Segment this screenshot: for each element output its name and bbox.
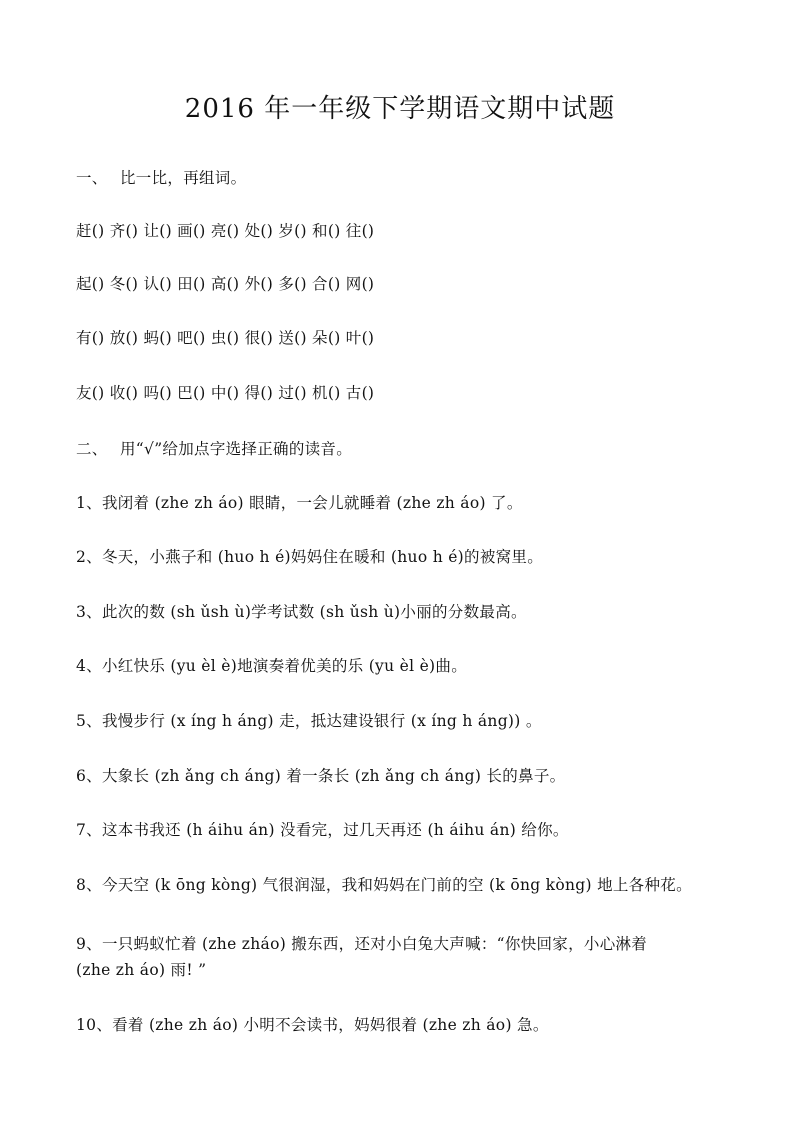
word-row-3: 有() 放() 蚂() 吧() 虫() 很() 送() 朵() 叶() (76, 329, 375, 347)
question-9-line-2: (zhe zh áo) 雨! ” (76, 961, 207, 979)
question-9-line-1: 9、一只蚂蚁忙着 (zhe zháo) 搬东西，还对小白兔大声喊：“你快回家，小心淋着 (76, 935, 648, 953)
word-row-4: 友() 收() 吗() 巴() 中() 得() 过() 机() 古() (76, 384, 375, 402)
section-2-number: 二、 (76, 440, 108, 458)
page-title: 2016 年一年级下学期语文期中试题 (184, 94, 616, 124)
question-3: 3、此次的数 (sh ǔsh ù)学考试数 (sh ǔsh ù)小丽的分数最高。 (76, 603, 527, 621)
question-6: 6、大象长 (zh ǎng ch áng) 着一条长 (zh ǎng ch áng) 长的鼻子。 (76, 767, 566, 785)
section-1-number: 一、 (76, 169, 108, 187)
question-8: 8、今天空 (k ōng kòng) 气很润湿，我和妈妈在门前的空 (k ōng kòng) 地上各种花。 (76, 876, 692, 894)
word-row-2: 起() 冬() 认() 田() 高() 外() 多() 合() 网() (76, 275, 375, 293)
question-1: 1、我闭着 (zhe zh áo) 眼睛，一会儿就睡着 (zhe zh áo) 了。 (76, 494, 523, 512)
question-7: 7、这本书我还 (h áihu án) 没看完，过几天再还 (h áihu án) 给你。 (76, 821, 569, 839)
section-2-heading (76, 437, 776, 459)
word-row-1: 赶() 齐() 让() 画() 亮() 处() 岁() 和() 往() (76, 222, 375, 240)
question-10: 10、看着 (zhe zh áo) 小明不会读书，妈妈很着 (zhe zh áo) 急。 (76, 1016, 549, 1034)
section-2-text: 用“√”给加点字选择正确的读音。 (120, 440, 353, 458)
question-4: 4、小红快乐 (yu èl è)地演奏着优美的乐 (yu èl è)曲。 (76, 657, 467, 675)
section-1-heading (76, 166, 776, 188)
question-5: 5、我慢步行 (x íng h áng) 走，抵达建设银行 (x íng h áng)) 。 (76, 712, 542, 730)
section-1-text: 比一比，再组词。 (120, 169, 247, 187)
question-2: 2、冬天，小燕子和 (huo h é)妈妈住在暖和 (huo h é)的被窝里。 (76, 548, 544, 566)
